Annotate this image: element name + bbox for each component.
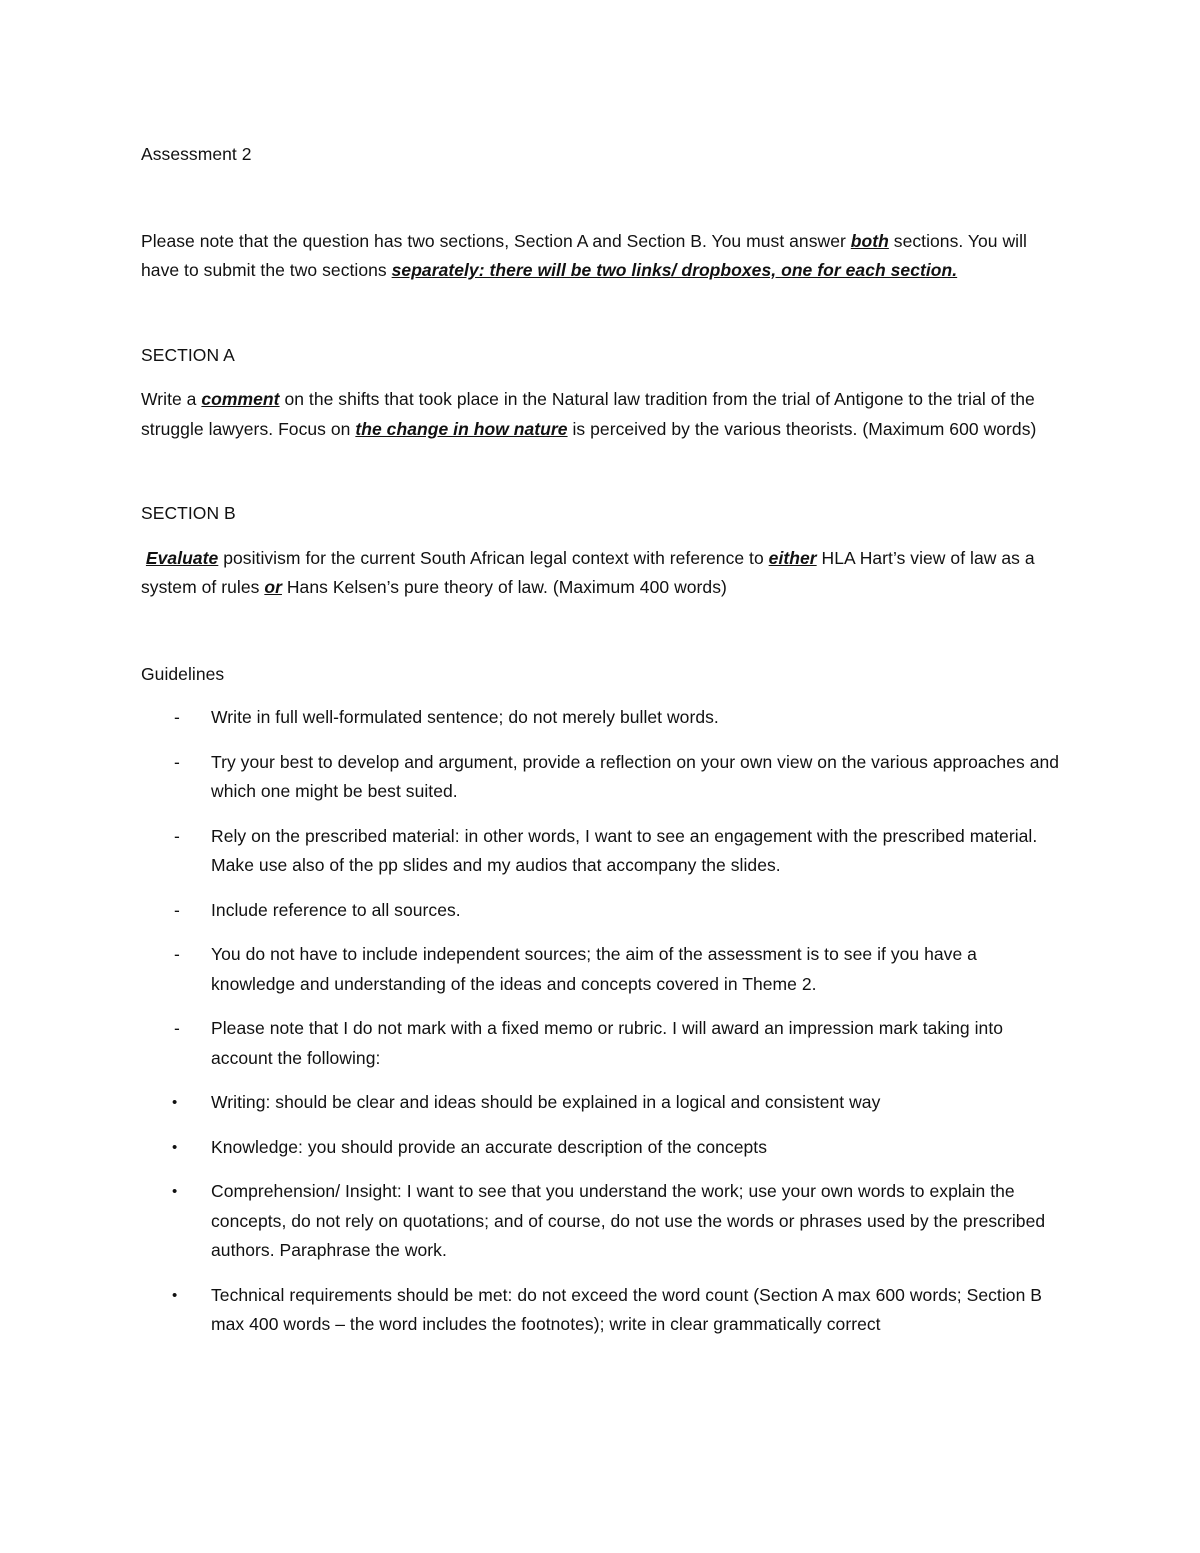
section-b-emphasis-or: or xyxy=(264,577,282,597)
intro-emphasis-separately: separately: there will be two links/ dropboxes, one for each section. xyxy=(391,260,958,280)
guideline-text: Try your best to develop and argument, provide a reflection on your own view on the various approaches and which one might be best suited. xyxy=(211,751,1060,801)
criteria-text: Comprehension/ Insight: I want to see that you understand the work; use your own words to explain the concepts, do not rely on quotations; and of course, do not use the words or phrases used by the prescribed authors. Paraphrase the work. xyxy=(211,1181,1046,1260)
criteria-text: Knowledge: you should provide an accurate description of the concepts xyxy=(211,1136,768,1157)
guidelines-heading: Guidelines xyxy=(141,663,225,684)
section-a-text-3: is perceived by the various theorists. (Maximum 600 words) xyxy=(567,418,1037,439)
section-a-heading: SECTION A xyxy=(141,344,235,365)
section-a-text-2: on the shifts that took place in the Natural law tradition from the trial of Antigone to the trial of the struggle lawyers. Focus on xyxy=(141,389,1035,439)
guideline-text: Write in full well-formulated sentence; do not merely bullet words. xyxy=(211,707,719,727)
intro-emphasis-both: both xyxy=(850,230,889,251)
guideline-text: Please note that I do not mark with a fixed memo or rubric. I will award an impression mark taking into account the following: xyxy=(211,1018,1004,1068)
section-b-text-3: Hans Kelsen’s pure theory of law. (Maximum 400 words) xyxy=(281,577,727,597)
guideline-text: Rely on the prescribed material: in other words, I want to see an engagement with the prescribed material. Make use also of the pp slides and my audios that accompany the slides. xyxy=(211,825,1038,875)
dash-marker: - xyxy=(174,1018,180,1038)
guidelines-list xyxy=(141,703,1061,1340)
criteria-item xyxy=(141,1281,1061,1340)
intro-text-2: sections. You will have to submit the two sections xyxy=(141,230,1027,280)
document-content xyxy=(141,140,1061,1355)
section-a-emphasis-nature: the change in how nature xyxy=(355,418,568,439)
criteria-item xyxy=(141,1133,1061,1163)
guideline-item xyxy=(141,748,1061,807)
dash-marker: - xyxy=(174,707,180,727)
section-b-text-1: positivism for the current South African legal context with reference to xyxy=(218,547,769,568)
dash-marker: - xyxy=(174,751,180,772)
guideline-text: You do not have to include independent sources; the aim of the assessment is to see if you have a knowledge and understanding of the ideas and concepts covered in Theme 2. xyxy=(211,944,977,994)
guideline-item xyxy=(141,1014,1061,1073)
bullet-icon: • xyxy=(172,1138,178,1156)
dash-marker: - xyxy=(174,899,180,920)
section-b-text-2: HLA Hart’s view of law as a system of rules xyxy=(141,547,1035,597)
section-b-heading: SECTION B xyxy=(141,503,236,523)
section-a-text-1: Write a xyxy=(141,389,202,409)
guideline-item xyxy=(141,822,1061,881)
criteria-item xyxy=(141,1088,1061,1118)
guideline-item xyxy=(141,940,1061,999)
section-b-question xyxy=(141,544,1061,603)
intro-text-1: Please note that the question has two sections, Section A and Section B. You must answer xyxy=(141,230,851,251)
section-a-question xyxy=(141,385,1061,444)
criteria-item xyxy=(141,1177,1061,1266)
guideline-item xyxy=(141,896,1061,926)
bullet-icon: • xyxy=(172,1183,178,1200)
guideline-item xyxy=(141,703,1061,733)
bullet-icon: • xyxy=(172,1094,178,1111)
bullet-icon: • xyxy=(172,1286,178,1304)
dash-marker: - xyxy=(174,825,180,846)
criteria-text: Writing: should be clear and ideas should be explained in a logical and consistent way xyxy=(211,1092,881,1112)
section-b-emphasis-evaluate: Evaluate xyxy=(145,547,219,568)
dash-marker: - xyxy=(174,944,180,964)
document-title: Assessment 2 xyxy=(141,144,252,164)
section-a-emphasis-comment: comment xyxy=(201,389,280,409)
criteria-text: Technical requirements should be met: do not exceed the word count (Section A max 600 words; Section B max 400 words – the word includes the footnotes); write in clear grammatically correct xyxy=(211,1284,1042,1334)
guideline-text: Include reference to all sources. xyxy=(211,899,461,920)
intro-paragraph xyxy=(141,227,1061,286)
section-b-emphasis-either: either xyxy=(768,547,817,568)
